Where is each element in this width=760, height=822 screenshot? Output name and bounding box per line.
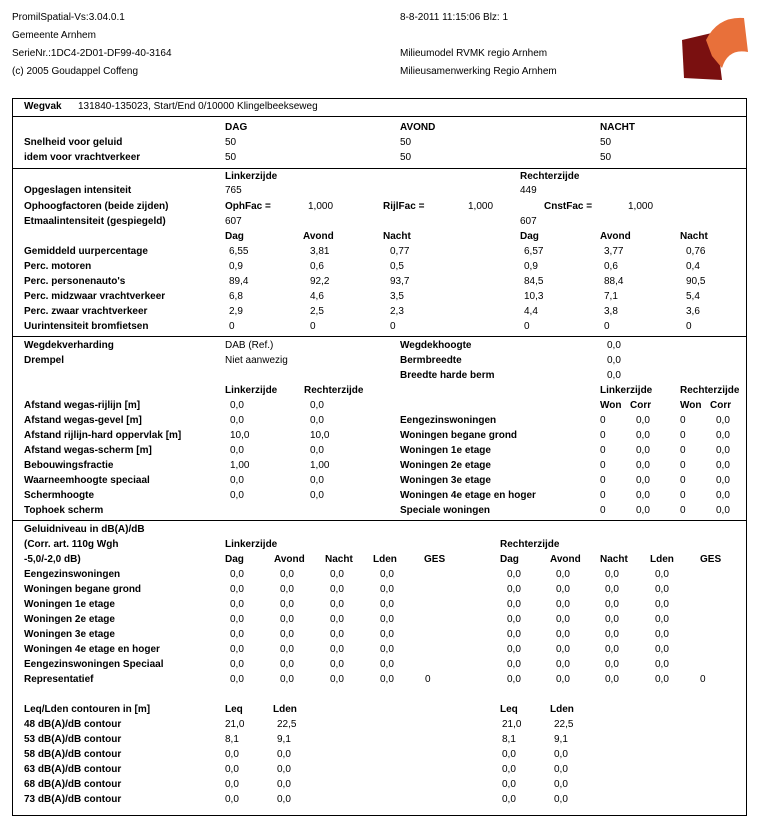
intensity-right-value: 7,1 xyxy=(604,291,618,302)
noise-left-value: 0,0 xyxy=(280,629,294,640)
dwelling-right-won: 0 xyxy=(680,475,686,486)
noise-left-value: 0,0 xyxy=(380,584,394,595)
divider-wegvak xyxy=(12,116,747,117)
intensity-left-value: 6,8 xyxy=(229,291,243,302)
contour-right-value: 0,0 xyxy=(502,764,516,775)
corr-header: Corr xyxy=(710,400,732,411)
noise-col-right-dag: Dag xyxy=(500,554,519,565)
contour-right-value: 22,5 xyxy=(554,719,574,730)
noise-left-value: 0 xyxy=(425,674,431,685)
contour-right-value: 21,0 xyxy=(502,719,522,730)
dwelling-left-corr: 0,0 xyxy=(636,475,650,486)
dwelling-right-corr: 0,0 xyxy=(716,445,730,456)
stored-intensity-left: 765 xyxy=(225,185,242,196)
dwelling-left-title: Linkerzijde xyxy=(600,385,653,396)
model-name: Milieumodel RVMK regio Arnhem xyxy=(400,48,548,59)
noise-right-value: 0,0 xyxy=(655,599,669,610)
intensity-left-value: 0 xyxy=(310,321,316,332)
etmaal-left: 607 xyxy=(225,216,242,227)
distance-right-value: 1,00 xyxy=(310,460,330,471)
contour-left-value: 0,0 xyxy=(277,764,291,775)
intensity-right-value: 10,3 xyxy=(524,291,544,302)
noise-left-value: 0,0 xyxy=(380,569,394,580)
noise-left-value: 0,0 xyxy=(280,599,294,610)
sub-col-right-dag: Dag xyxy=(520,231,539,242)
dwelling-left-won: 0 xyxy=(600,445,606,456)
berm-width-value: 0,0 xyxy=(607,355,621,366)
noise-right-value: 0,0 xyxy=(556,629,570,640)
contour-row-label: 68 dB(A)/dB contour xyxy=(24,779,122,790)
dwelling-left-corr: 0,0 xyxy=(636,415,650,426)
period-header-nacht: NACHT xyxy=(600,122,635,133)
factors-label: Ophoogfactoren (beide zijden) xyxy=(24,201,169,212)
noise-left-title: Linkerzijde xyxy=(225,539,278,550)
speed-value: 50 xyxy=(600,152,612,163)
contour-left-value: 0,0 xyxy=(277,779,291,790)
dwelling-right-title: Rechterzijde xyxy=(680,385,740,396)
ophfac-value: 1,000 xyxy=(308,201,334,212)
noise-left-value: 0,0 xyxy=(230,569,244,580)
dwelling-left-corr: 0,0 xyxy=(636,445,650,456)
dwelling-right-won: 0 xyxy=(680,445,686,456)
won-header: Won xyxy=(600,400,622,411)
noise-col-left-ges: GES xyxy=(424,554,446,565)
noise-right-value: 0,0 xyxy=(605,629,619,640)
intensity-row-label: Gemiddeld uurpercentage xyxy=(24,246,148,257)
noise-row-label: Eengezinswoningen xyxy=(24,569,121,580)
distance-row-label: Schermhoogte xyxy=(24,490,95,501)
contour-row-label: 48 dB(A)/dB contour xyxy=(24,719,122,730)
noise-row-label: Woningen 1e etage xyxy=(24,599,115,610)
intensity-left-value: 6,55 xyxy=(229,246,249,257)
speed-row-label: idem voor vrachtverkeer xyxy=(24,152,141,163)
distance-left-value: 1,00 xyxy=(230,460,250,471)
intensity-left-value: 2,9 xyxy=(229,306,243,317)
threshold-value: Niet aanwezig xyxy=(225,355,288,366)
noise-subtitle-2: -5,0/-2,0 dB) xyxy=(24,554,81,565)
dwelling-right-corr: 0,0 xyxy=(716,490,730,501)
distance-row-label: Afstand wegas-scherm [m] xyxy=(24,445,152,456)
noise-left-value: 0,0 xyxy=(330,629,344,640)
noise-right-value: 0,0 xyxy=(605,674,619,685)
contour-left-value: 0,0 xyxy=(225,764,239,775)
contours-title: Leq/Lden contouren in [m] xyxy=(24,704,151,715)
noise-row-label: Eengezinswoningen Speciaal xyxy=(24,659,164,670)
contour-left-value: 0,0 xyxy=(225,749,239,760)
municipality: Gemeente Arnhem xyxy=(12,30,96,41)
cnstfac-value: 1,000 xyxy=(628,201,654,212)
dwelling-left-won: 0 xyxy=(600,475,606,486)
contour-row-label: 73 dB(A)/dB contour xyxy=(24,794,122,805)
threshold-label: Drempel xyxy=(24,355,65,366)
intensity-right-value: 4,4 xyxy=(524,306,538,317)
noise-right-value: 0,0 xyxy=(507,659,521,670)
noise-col-left-avond: Avond xyxy=(274,554,305,565)
noise-right-value: 0,0 xyxy=(556,599,570,610)
contour-col-right-lden: Lden xyxy=(550,704,574,715)
noise-left-value: 0,0 xyxy=(230,599,244,610)
noise-col-left-lden: Lden xyxy=(373,554,397,565)
noise-left-value: 0,0 xyxy=(230,629,244,640)
contour-col-right-leq: Leq xyxy=(500,704,518,715)
contour-left-value: 21,0 xyxy=(225,719,245,730)
noise-subtitle-1: (Corr. art. 110g Wgh xyxy=(24,539,119,550)
distance-right-value: 0,0 xyxy=(310,475,324,486)
intensity-left-title: Linkerzijde xyxy=(225,171,278,182)
dwelling-left-corr: 0,0 xyxy=(636,505,650,516)
contour-right-value: 9,1 xyxy=(554,734,568,745)
noise-col-right-avond: Avond xyxy=(550,554,581,565)
speed-value: 50 xyxy=(400,137,412,148)
contour-row-label: 63 dB(A)/dB contour xyxy=(24,764,122,775)
speed-value: 50 xyxy=(225,137,237,148)
sub-col-right-nacht: Nacht xyxy=(680,231,708,242)
speed-value: 50 xyxy=(225,152,237,163)
contour-right-value: 0,0 xyxy=(554,794,568,805)
noise-row-label: Woningen begane grond xyxy=(24,584,142,595)
noise-right-value: 0,0 xyxy=(655,644,669,655)
road-right-title: Rechterzijde xyxy=(304,385,364,396)
dwelling-row-label: Woningen 3e etage xyxy=(400,475,491,486)
distance-left-value: 0,0 xyxy=(230,475,244,486)
period-header-avond: AVOND xyxy=(400,122,436,133)
noise-right-value: 0,0 xyxy=(556,614,570,625)
dwelling-row-label: Woningen 4e etage en hoger xyxy=(400,490,536,501)
intensity-row-label: Perc. personenauto's xyxy=(24,276,126,287)
speed-value: 50 xyxy=(400,152,412,163)
surface-value: DAB (Ref.) xyxy=(225,340,274,351)
intensity-row-label: Perc. midzwaar vrachtverkeer xyxy=(24,291,166,302)
noise-row-label: Woningen 2e etage xyxy=(24,614,115,625)
cnstfac-label: CnstFac = xyxy=(544,201,593,212)
dwelling-row-label: Woningen 2e etage xyxy=(400,460,491,471)
stored-intensity-right: 449 xyxy=(520,185,537,196)
sub-col-right-avond: Avond xyxy=(600,231,631,242)
divider-road xyxy=(12,336,747,337)
dwelling-left-won: 0 xyxy=(600,505,606,516)
dwelling-right-won: 0 xyxy=(680,415,686,426)
intensity-right-value: 3,8 xyxy=(604,306,618,317)
intensity-right-value: 90,5 xyxy=(686,276,706,287)
dwelling-row-label: Woningen begane grond xyxy=(400,430,518,441)
surface-label: Wegdekverharding xyxy=(24,340,114,351)
noise-left-value: 0,0 xyxy=(380,629,394,640)
noise-left-value: 0,0 xyxy=(330,659,344,670)
contour-right-value: 0,0 xyxy=(554,764,568,775)
noise-col-right-nacht: Nacht xyxy=(600,554,628,565)
ophfac-label: OphFac = xyxy=(225,201,271,212)
intensity-right-value: 0,9 xyxy=(524,261,538,272)
contour-right-value: 8,1 xyxy=(502,734,516,745)
distance-row-label: Waarneemhoogte speciaal xyxy=(24,475,150,486)
noise-left-value: 0,0 xyxy=(280,614,294,625)
noise-col-left-nacht: Nacht xyxy=(325,554,353,565)
divider-noise xyxy=(12,520,747,521)
dwelling-right-won: 0 xyxy=(680,430,686,441)
noise-right-value: 0,0 xyxy=(605,569,619,580)
distance-left-value: 0,0 xyxy=(230,445,244,456)
rijlfac-label: RijlFac = xyxy=(383,201,425,212)
noise-left-value: 0,0 xyxy=(330,644,344,655)
dwelling-left-corr: 0,0 xyxy=(636,430,650,441)
intensity-right-title: Rechterzijde xyxy=(520,171,580,182)
etmaal-right: 607 xyxy=(520,216,537,227)
noise-right-value: 0,0 xyxy=(556,569,570,580)
sub-col-left-nacht: Nacht xyxy=(383,231,411,242)
distance-row-label: Tophoek scherm xyxy=(24,505,104,516)
distance-left-value: 0,0 xyxy=(230,400,244,411)
speed-value: 50 xyxy=(600,137,612,148)
contour-col-left-lden: Lden xyxy=(273,704,297,715)
road-left-title: Linkerzijde xyxy=(225,385,278,396)
hard-berm-value: 0,0 xyxy=(607,370,621,381)
distance-right-value: 0,0 xyxy=(310,490,324,501)
intensity-left-value: 0 xyxy=(229,321,235,332)
speed-row-label: Snelheid voor geluid xyxy=(24,137,123,148)
noise-right-value: 0,0 xyxy=(605,659,619,670)
contour-left-value: 0,0 xyxy=(225,779,239,790)
intensity-left-value: 2,3 xyxy=(390,306,404,317)
noise-col-right-lden: Lden xyxy=(650,554,674,565)
contour-col-left-leq: Leq xyxy=(225,704,243,715)
stored-intensity-label: Opgeslagen intensiteit xyxy=(24,185,132,196)
cooperation-name: Milieusamenwerking Regio Arnhem xyxy=(400,66,557,77)
distance-right-value: 10,0 xyxy=(310,430,330,441)
distance-left-value: 10,0 xyxy=(230,430,250,441)
noise-right-value: 0,0 xyxy=(507,584,521,595)
dwelling-left-corr: 0,0 xyxy=(636,490,650,501)
noise-right-value: 0,0 xyxy=(655,614,669,625)
noise-right-value: 0,0 xyxy=(556,644,570,655)
contour-row-label: 58 dB(A)/dB contour xyxy=(24,749,122,760)
intensity-left-value: 89,4 xyxy=(229,276,249,287)
sub-col-left-dag: Dag xyxy=(225,231,244,242)
dwelling-right-corr: 0,0 xyxy=(716,460,730,471)
intensity-left-value: 3,5 xyxy=(390,291,404,302)
intensity-left-value: 0,9 xyxy=(229,261,243,272)
noise-row-label: Representatief xyxy=(24,674,94,685)
noise-right-value: 0,0 xyxy=(655,584,669,595)
dwelling-left-won: 0 xyxy=(600,460,606,471)
intensity-right-value: 0 xyxy=(686,321,692,332)
dwelling-left-corr: 0,0 xyxy=(636,460,650,471)
contour-left-value: 8,1 xyxy=(225,734,239,745)
noise-row-label: Woningen 3e etage xyxy=(24,629,115,640)
wegvak-label: Wegvak xyxy=(24,101,62,112)
serial-number: SerieNr.:1DC4-2D01-DF99-40-3164 xyxy=(12,48,172,59)
contour-left-value: 9,1 xyxy=(277,734,291,745)
corr-header: Corr xyxy=(630,400,652,411)
period-header-dag: DAG xyxy=(225,122,248,133)
distance-row-label: Afstand wegas-rijlijn [m] xyxy=(24,400,141,411)
dwelling-row-label: Speciale woningen xyxy=(400,505,491,516)
company-logo-icon xyxy=(678,10,750,82)
sub-col-left-avond: Avond xyxy=(303,231,334,242)
noise-right-value: 0,0 xyxy=(507,629,521,640)
dwelling-left-won: 0 xyxy=(600,415,606,426)
contour-right-value: 0,0 xyxy=(502,779,516,790)
noise-left-value: 0,0 xyxy=(230,584,244,595)
intensity-right-value: 84,5 xyxy=(524,276,544,287)
wegvak-value: 131840-135023, Start/End 0/10000 Klingelbeekseweg xyxy=(78,101,318,112)
date-page: 8-8-2011 11:15:06 Blz: 1 xyxy=(400,12,509,23)
noise-right-value: 0,0 xyxy=(655,629,669,640)
won-header: Won xyxy=(680,400,702,411)
noise-left-value: 0,0 xyxy=(230,644,244,655)
noise-right-value: 0,0 xyxy=(655,674,669,685)
noise-left-value: 0,0 xyxy=(230,674,244,685)
intensity-right-value: 0 xyxy=(524,321,530,332)
contour-left-value: 0,0 xyxy=(277,794,291,805)
etmaal-label: Etmaalintensiteit (gespiegeld) xyxy=(24,216,166,227)
noise-left-value: 0,0 xyxy=(380,674,394,685)
noise-left-value: 0,0 xyxy=(330,569,344,580)
intensity-left-value: 93,7 xyxy=(390,276,410,287)
hard-berm-label: Breedte harde berm xyxy=(400,370,495,381)
road-height-value: 0,0 xyxy=(607,340,621,351)
noise-right-value: 0 xyxy=(700,674,706,685)
noise-right-value: 0,0 xyxy=(507,614,521,625)
intensity-row-label: Uurintensiteit bromfietsen xyxy=(24,321,149,332)
noise-right-value: 0,0 xyxy=(605,584,619,595)
intensity-left-value: 0,6 xyxy=(310,261,324,272)
dwelling-right-won: 0 xyxy=(680,505,686,516)
contour-row-label: 53 dB(A)/dB contour xyxy=(24,734,122,745)
distance-right-value: 0,0 xyxy=(310,415,324,426)
noise-left-value: 0,0 xyxy=(380,614,394,625)
dwelling-right-corr: 0,0 xyxy=(716,415,730,426)
intensity-right-value: 0,4 xyxy=(686,261,700,272)
noise-left-value: 0,0 xyxy=(280,674,294,685)
intensity-row-label: Perc. motoren xyxy=(24,261,92,272)
intensity-row-label: Perc. zwaar vrachtverkeer xyxy=(24,306,148,317)
noise-right-value: 0,0 xyxy=(655,659,669,670)
intensity-right-value: 88,4 xyxy=(604,276,624,287)
noise-left-value: 0,0 xyxy=(330,674,344,685)
intensity-right-value: 3,77 xyxy=(604,246,624,257)
distance-row-label: Bebouwingsfractie xyxy=(24,460,114,471)
noise-right-value: 0,0 xyxy=(556,584,570,595)
noise-title: Geluidniveau in dB(A)/dB xyxy=(24,524,145,535)
noise-row-label: Woningen 4e etage en hoger xyxy=(24,644,160,655)
noise-right-value: 0,0 xyxy=(605,599,619,610)
noise-right-value: 0,0 xyxy=(655,569,669,580)
noise-left-value: 0,0 xyxy=(380,644,394,655)
contour-left-value: 0,0 xyxy=(277,749,291,760)
noise-col-right-ges: GES xyxy=(700,554,722,565)
noise-left-value: 0,0 xyxy=(380,599,394,610)
intensity-right-value: 0,76 xyxy=(686,246,706,257)
dwelling-right-corr: 0,0 xyxy=(716,475,730,486)
noise-right-value: 0,0 xyxy=(556,659,570,670)
intensity-left-value: 0 xyxy=(390,321,396,332)
noise-left-value: 0,0 xyxy=(230,614,244,625)
distance-left-value: 0,0 xyxy=(230,490,244,501)
rijlfac-value: 1,000 xyxy=(468,201,494,212)
noise-left-value: 0,0 xyxy=(280,584,294,595)
noise-right-value: 0,0 xyxy=(605,644,619,655)
noise-left-value: 0,0 xyxy=(380,659,394,670)
intensity-right-value: 3,6 xyxy=(686,306,700,317)
intensity-left-value: 92,2 xyxy=(310,276,330,287)
noise-left-value: 0,0 xyxy=(280,659,294,670)
dwelling-row-label: Woningen 1e etage xyxy=(400,445,491,456)
dwelling-right-won: 0 xyxy=(680,490,686,501)
noise-left-value: 0,0 xyxy=(280,644,294,655)
dwelling-right-corr: 0,0 xyxy=(716,505,730,516)
contour-right-value: 0,0 xyxy=(554,779,568,790)
intensity-right-value: 5,4 xyxy=(686,291,700,302)
road-height-label: Wegdekhoogte xyxy=(400,340,472,351)
intensity-right-value: 6,57 xyxy=(524,246,544,257)
copyright: (c) 2005 Goudappel Coffeng xyxy=(12,66,139,77)
contour-right-value: 0,0 xyxy=(502,794,516,805)
intensity-left-value: 0,77 xyxy=(390,246,410,257)
distance-right-value: 0,0 xyxy=(310,400,324,411)
divider-intensity xyxy=(12,168,747,169)
contour-right-value: 0,0 xyxy=(554,749,568,760)
noise-right-value: 0,0 xyxy=(507,644,521,655)
intensity-left-value: 4,6 xyxy=(310,291,324,302)
noise-left-value: 0,0 xyxy=(230,659,244,670)
berm-width-label: Bermbreedte xyxy=(400,355,462,366)
contour-right-value: 0,0 xyxy=(502,749,516,760)
intensity-right-value: 0 xyxy=(604,321,610,332)
software-version: PromilSpatial-Vs:3.04.0.1 xyxy=(12,12,125,23)
intensity-right-value: 0,6 xyxy=(604,261,618,272)
noise-left-value: 0,0 xyxy=(330,599,344,610)
noise-right-value: 0,0 xyxy=(507,599,521,610)
contour-left-value: 0,0 xyxy=(225,794,239,805)
noise-left-value: 0,0 xyxy=(330,614,344,625)
noise-left-value: 0,0 xyxy=(280,569,294,580)
intensity-left-value: 3,81 xyxy=(310,246,330,257)
dwelling-row-label: Eengezinswoningen xyxy=(400,415,497,426)
dwelling-left-won: 0 xyxy=(600,430,606,441)
noise-right-title: Rechterzijde xyxy=(500,539,560,550)
intensity-left-value: 2,5 xyxy=(310,306,324,317)
dwelling-right-won: 0 xyxy=(680,460,686,471)
noise-right-value: 0,0 xyxy=(556,674,570,685)
dwelling-right-corr: 0,0 xyxy=(716,430,730,441)
distance-left-value: 0,0 xyxy=(230,415,244,426)
noise-right-value: 0,0 xyxy=(507,674,521,685)
distance-right-value: 0,0 xyxy=(310,445,324,456)
noise-right-value: 0,0 xyxy=(507,569,521,580)
noise-right-value: 0,0 xyxy=(605,614,619,625)
noise-col-left-dag: Dag xyxy=(225,554,244,565)
intensity-left-value: 0,5 xyxy=(390,261,404,272)
contour-left-value: 22,5 xyxy=(277,719,297,730)
dwelling-left-won: 0 xyxy=(600,490,606,501)
noise-left-value: 0,0 xyxy=(330,584,344,595)
distance-row-label: Afstand rijlijn-hard oppervlak [m] xyxy=(24,430,182,441)
distance-row-label: Afstand wegas-gevel [m] xyxy=(24,415,142,426)
